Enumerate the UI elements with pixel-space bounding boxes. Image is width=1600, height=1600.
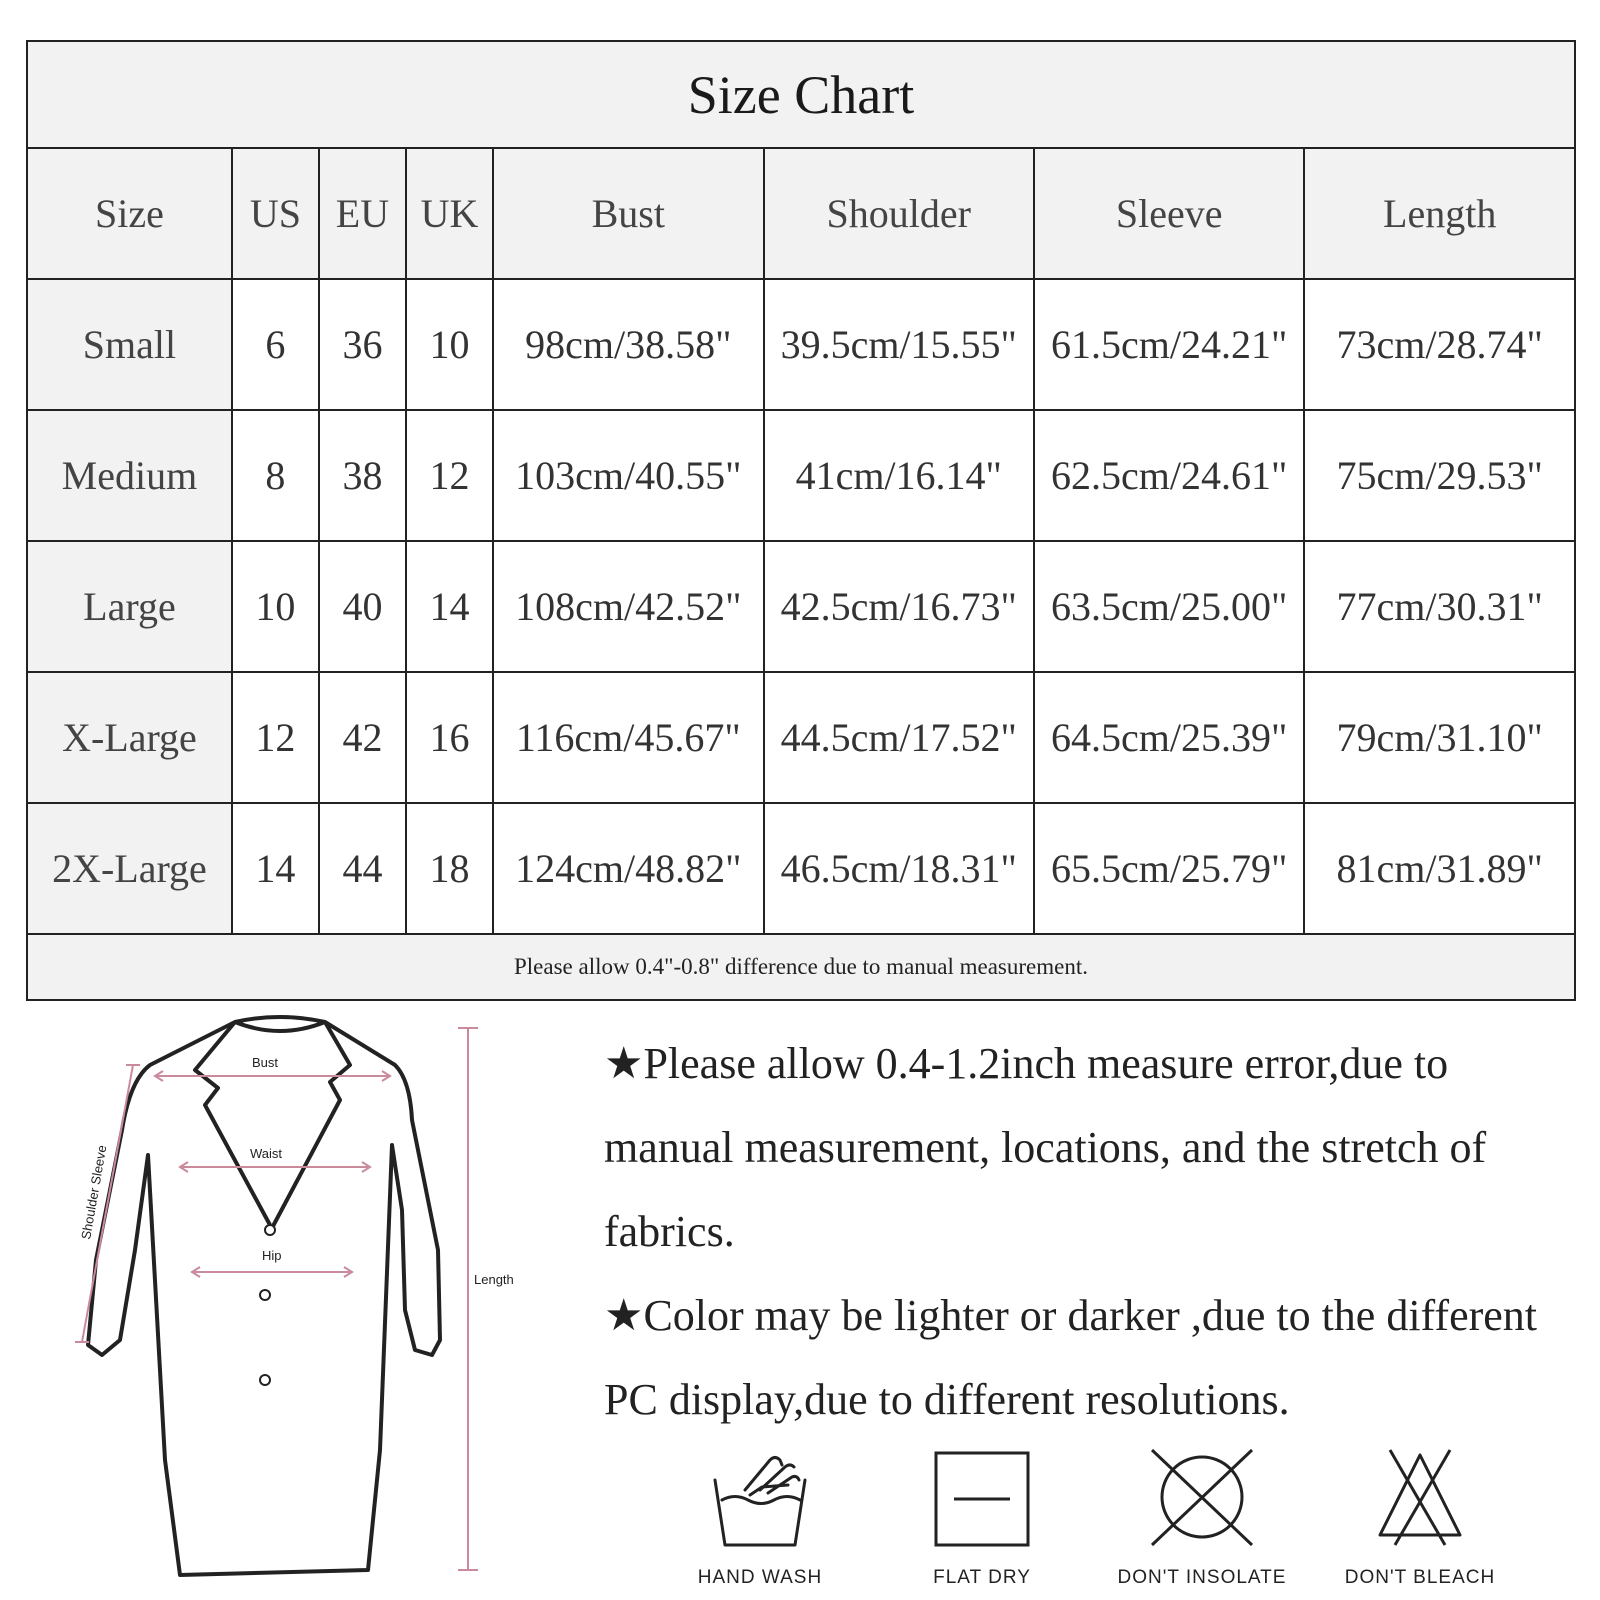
table-row [27, 803, 1575, 934]
do-not-bleach-label: DON'T BLEACH [1344, 1567, 1496, 1588]
table-cell: 14 [232, 803, 319, 934]
care-item-flat-dry [862, 1445, 1102, 1595]
table-cell: 41cm/16.14" [764, 410, 1034, 541]
size-label-cell: Small [27, 279, 232, 410]
table-cell: 64.5cm/25.39" [1034, 672, 1304, 803]
table-cell: 73cm/28.74" [1304, 279, 1575, 410]
table-cell: 42 [319, 672, 406, 803]
header-us: US [232, 148, 319, 279]
length-label: Length [474, 1272, 514, 1287]
table-cell: 14 [406, 541, 493, 672]
hand-wash-label: HAND WASH [697, 1567, 823, 1588]
table-cell: 61.5cm/24.21" [1034, 279, 1304, 410]
table-cell: 40 [319, 541, 406, 672]
note-measure-error: ★Please allow 0.4-1.2inch measure error,due to manual measurement, locations, and the stretch of fabrics. [604, 1039, 1487, 1256]
footnote-row [27, 934, 1575, 1000]
care-instructions [640, 1445, 1540, 1595]
table-cell: 6 [232, 279, 319, 410]
measurement-lines [75, 1028, 478, 1570]
table-cell: 44.5cm/17.52" [764, 672, 1034, 803]
table-cell: 42.5cm/16.73" [764, 541, 1034, 672]
do-not-insolate-label: DON'T INSOLATE [1117, 1567, 1287, 1588]
do-not-insolate-icon [1142, 1445, 1262, 1555]
table-cell: 36 [319, 279, 406, 410]
table-row [27, 672, 1575, 803]
header-bust: Bust [493, 148, 763, 279]
table-cell: 62.5cm/24.61" [1034, 410, 1304, 541]
note-color-variation: ★Color may be lighter or darker ,due to the different PC display,due to different resolutions. [604, 1291, 1538, 1424]
table-cell: 10 [232, 541, 319, 672]
header-eu: EU [319, 148, 406, 279]
chart-title: Size Chart [27, 41, 1575, 148]
table-cell: 103cm/40.55" [493, 410, 763, 541]
waist-label: Waist [250, 1146, 283, 1161]
size-label-cell: Large [27, 541, 232, 672]
flat-dry-icon [922, 1445, 1042, 1555]
table-cell: 79cm/31.10" [1304, 672, 1575, 803]
do-not-bleach-icon [1360, 1445, 1480, 1555]
header-row [27, 148, 1575, 279]
flat-dry-label: FLAT DRY [933, 1567, 1031, 1588]
bust-label: Bust [252, 1055, 279, 1070]
table-cell: 77cm/30.31" [1304, 541, 1575, 672]
table-row [27, 279, 1575, 410]
table-cell: 124cm/48.82" [493, 803, 763, 934]
header-shoulder: Shoulder [764, 148, 1034, 279]
size-label-cell: Medium [27, 410, 232, 541]
table-cell: 8 [232, 410, 319, 541]
care-item-do-not-bleach [1300, 1445, 1540, 1595]
table-cell: 12 [232, 672, 319, 803]
header-length: Length [1304, 148, 1575, 279]
table-cell: 108cm/42.52" [493, 541, 763, 672]
care-item-hand-wash [640, 1445, 880, 1595]
table-cell: 46.5cm/18.31" [764, 803, 1034, 934]
table-cell: 44 [319, 803, 406, 934]
title-row [27, 41, 1575, 148]
table-cell: 116cm/45.67" [493, 672, 763, 803]
hand-wash-icon [700, 1445, 820, 1555]
table-cell: 65.5cm/25.79" [1034, 803, 1304, 934]
table-cell: 39.5cm/15.55" [764, 279, 1034, 410]
hip-label: Hip [262, 1248, 282, 1263]
table-cell: 98cm/38.58" [493, 279, 763, 410]
size-label-cell: 2X-Large [27, 803, 232, 934]
table-cell: 75cm/29.53" [1304, 410, 1575, 541]
coat-measurement-diagram [40, 1010, 560, 1590]
table-cell: 81cm/31.89" [1304, 803, 1575, 934]
header-uk: UK [406, 148, 493, 279]
table-cell: 38 [319, 410, 406, 541]
size-label-cell: X-Large [27, 672, 232, 803]
size-chart-table [26, 40, 1576, 1001]
table-cell: 63.5cm/25.00" [1034, 541, 1304, 672]
measurement-notes [604, 1022, 1584, 1442]
table-cell: 16 [406, 672, 493, 803]
shoulder-sleeve-label: Shoulder Sleeve [78, 1143, 110, 1241]
care-item-do-not-insolate [1082, 1445, 1322, 1595]
header-size: Size [27, 148, 232, 279]
table-cell: 10 [406, 279, 493, 410]
table-row [27, 541, 1575, 672]
header-sleeve: Sleeve [1034, 148, 1304, 279]
table-cell: 12 [406, 410, 493, 541]
table-cell: 18 [406, 803, 493, 934]
table-row [27, 410, 1575, 541]
measurement-footnote: Please allow 0.4"-0.8" difference due to manual measurement. [27, 934, 1575, 1000]
